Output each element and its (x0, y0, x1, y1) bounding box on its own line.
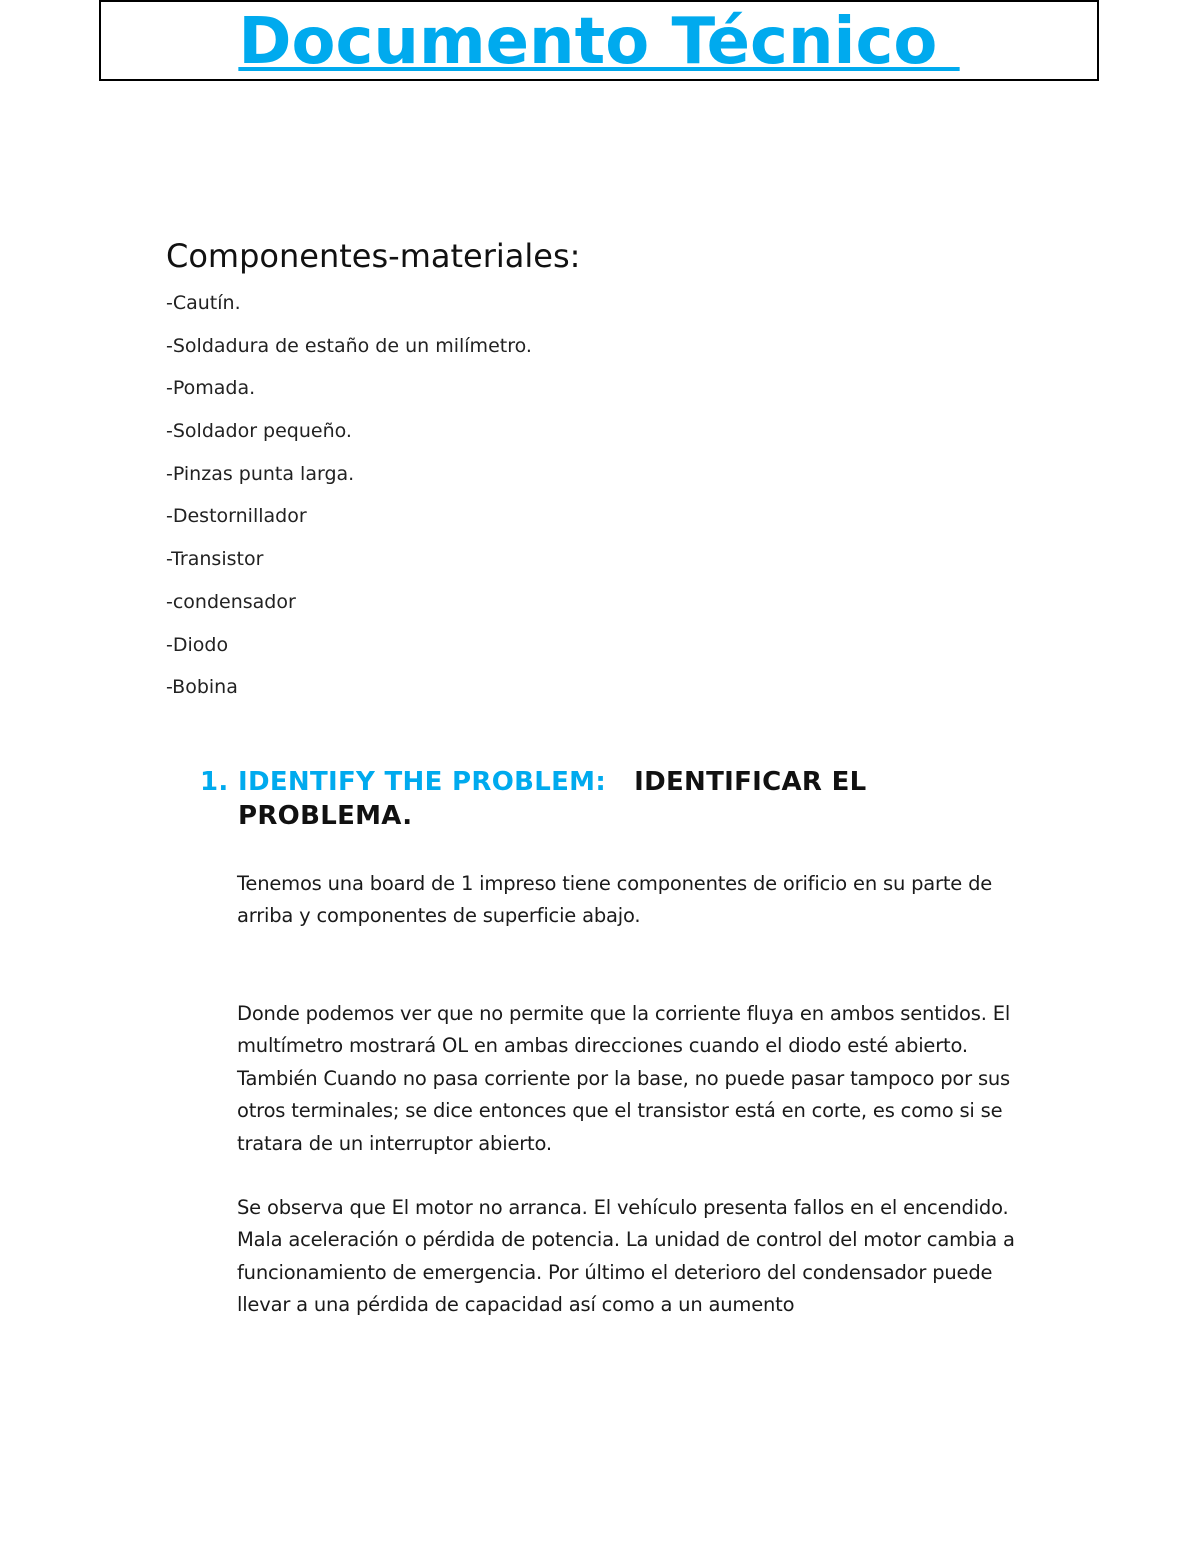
title-box (99, 0, 1099, 81)
document-title: Documento Técnico (238, 5, 960, 79)
paragraph: Donde podemos ver que no permite que la corriente fluya en ambos sentidos. El multímetro mostrará OL en ambas direcciones cuando el diodo esté abierto. También Cuando no pasa corriente por la base, no puede pasar tampoco por sus otros terminales; se dice entonces que el transistor está en corte, es como si se tratara de un interruptor abierto. (237, 1002, 1011, 1155)
list-item: -Bobina (166, 676, 238, 699)
list-item: -Pinzas punta larga. (166, 462, 355, 485)
materials-heading: Componentes-materiales: (166, 237, 581, 275)
list-item: -Cautín. (166, 292, 241, 314)
section-heading (200, 765, 960, 833)
section-number: 1. (200, 767, 229, 797)
paragraph: Tenemos una board de 1 impreso tiene componentes de orificio en su parte de arriba y componentes de superficie abajo. (237, 872, 993, 928)
paragraph: Se observa que El motor no arranca. El vehículo presenta fallos en el encendido. Mala aceleración o pérdida de potencia. La unidad de control del motor cambia a funcionamiento de emergencia. Por último el deterioro del condensador puede llevar a una pérdida de capacidad así como a un aumento (237, 1196, 1015, 1317)
list-item: -condensador (166, 590, 296, 613)
section-title-en: IDENTIFY THE PROBLEM: (238, 767, 607, 797)
list-item: -Soldador pequeño. (166, 420, 352, 443)
section-title-es: IDENTIFICAR EL PROBLEMA. (238, 767, 867, 831)
materials-list (166, 292, 532, 719)
list-item: -Destornillador (166, 505, 307, 528)
list-item: -Pomada. (166, 377, 256, 400)
list-item: -Diodo (166, 633, 229, 656)
list-item: -Soldadura de estaño de un milímetro. (166, 334, 532, 357)
list-item: -Transistor (166, 548, 264, 571)
